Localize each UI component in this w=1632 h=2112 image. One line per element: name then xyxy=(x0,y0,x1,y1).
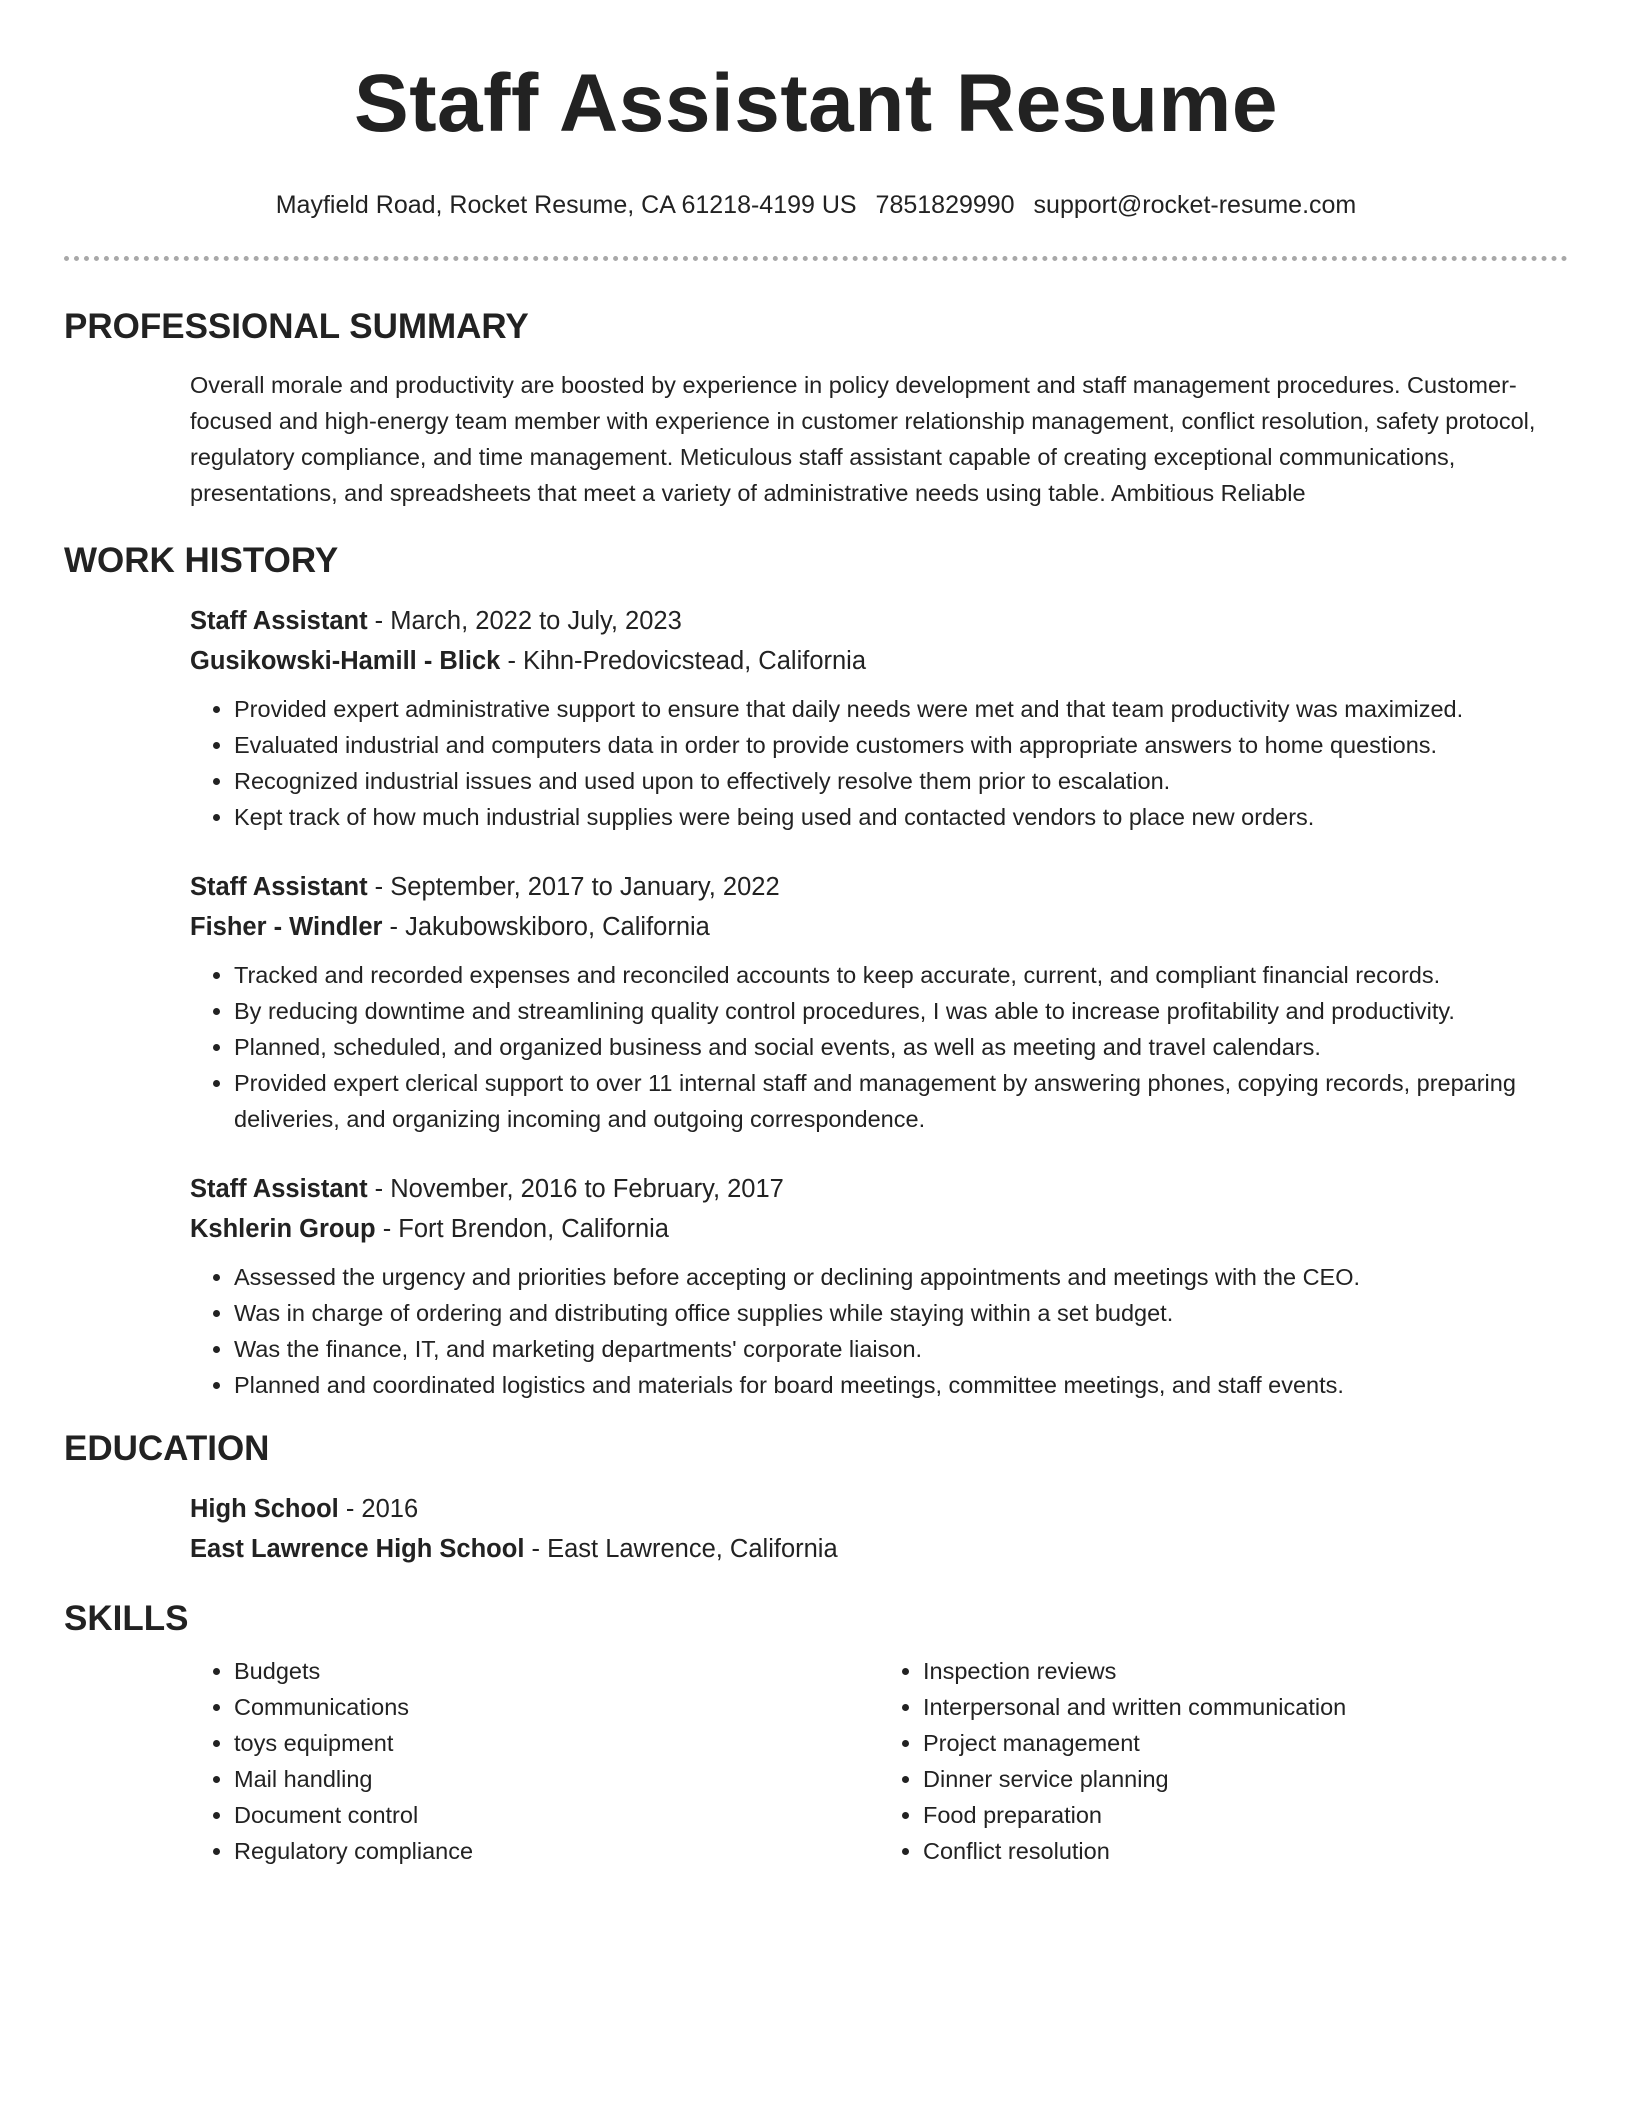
job-duty: • By reducing downtime and streamlining quality control procedures, I was able to increase profitability and productivity. xyxy=(234,993,1568,1029)
skills-section xyxy=(190,1653,1568,1869)
job-duty: • Tracked and recorded expenses and reconciled accounts to keep accurate, current, and compliant financial records. xyxy=(234,957,1568,993)
contact-address: Mayfield Road, Rocket Resume, CA 61218-4199 US xyxy=(275,191,857,219)
education-school: East Lawrence High School xyxy=(190,1535,525,1563)
job-dates: - March, 2022 to July, 2023 xyxy=(367,607,682,635)
job-entry xyxy=(190,1169,1568,1403)
education-degree-line xyxy=(190,1489,1568,1529)
job-duty: • Planned, scheduled, and organized business and social events, as well as meeting and travel calendars. xyxy=(234,1029,1568,1065)
skill-item: • Communications xyxy=(234,1689,879,1725)
job-company-line xyxy=(190,641,1568,681)
contact-email: support@rocket-resume.com xyxy=(1033,191,1357,219)
skill-item: • toys equipment xyxy=(234,1725,879,1761)
job-duty: • Was in charge of ordering and distributing office supplies while staying within a set budget. xyxy=(234,1295,1568,1331)
summary-text: Overall morale and productivity are boosted by experience in policy development and staff management procedures. Customer-focused and high-energy team member with experience in customer relationship management, conflict resolution, safety protocol, regulatory compliance, and time management. Meticulous staff assistant capable of creating exceptional communications, presentations, and spreadsheets that meet a variety of administrative needs using table. Ambitious Reliable xyxy=(190,372,1536,506)
skills-heading: SKILLS xyxy=(64,1599,189,1638)
education-section xyxy=(190,1489,1568,1569)
job-duty: • Kept track of how much industrial supplies were being used and contacted vendors to place new orders. xyxy=(234,799,1568,835)
job-duties xyxy=(190,1259,1568,1403)
education-degree: High School xyxy=(190,1495,339,1523)
skill-item: • Dinner service planning xyxy=(923,1761,1568,1797)
work-history-section xyxy=(190,601,1568,1403)
job-duty: • Evaluated industrial and computers data in order to provide customers with appropriate answers to home questions. xyxy=(234,727,1568,763)
job-company: Fisher - Windler xyxy=(190,913,383,941)
skill-item: • Interpersonal and written communication xyxy=(923,1689,1568,1725)
education-school-line xyxy=(190,1529,1568,1569)
job-duties xyxy=(190,691,1568,835)
job-location: - Kihn-Predovicstead, California xyxy=(500,647,867,675)
job-title-line xyxy=(190,867,1568,907)
education-year: - 2016 xyxy=(338,1495,419,1523)
job-company: Gusikowski-Hamill - Blick xyxy=(190,647,501,675)
job-location: - Fort Brendon, California xyxy=(375,1215,669,1243)
job-duty: • Recognized industrial issues and used upon to effectively resolve them prior to escalation. xyxy=(234,763,1568,799)
contact-phone: 7851829990 xyxy=(875,191,1015,219)
resume-title: Staff Assistant Resume xyxy=(354,58,1278,149)
skill-item: • Project management xyxy=(923,1725,1568,1761)
job-title: Staff Assistant xyxy=(190,873,368,901)
job-title: Staff Assistant xyxy=(190,607,368,635)
summary-heading: PROFESSIONAL SUMMARY xyxy=(64,307,529,346)
job-duty: • Assessed the urgency and priorities before accepting or declining appointments and meetings with the CEO. xyxy=(234,1259,1568,1295)
job-entry xyxy=(190,601,1568,835)
job-dates: - November, 2016 to February, 2017 xyxy=(367,1175,784,1203)
skill-item: • Regulatory compliance xyxy=(234,1833,879,1869)
header-divider xyxy=(64,256,1568,261)
job-location: - Jakubowskiboro, California xyxy=(382,913,710,941)
job-company-line xyxy=(190,1209,1568,1249)
job-duties xyxy=(190,957,1568,1137)
skills-list-left xyxy=(190,1653,879,1869)
skills-list-right xyxy=(879,1653,1568,1869)
skill-item: • Mail handling xyxy=(234,1761,879,1797)
job-duty: • Provided expert clerical support to over 11 internal staff and management by answering phones, copying records, preparing deliveries, and organizing incoming and outgoing correspondence. xyxy=(234,1065,1568,1137)
job-title: Staff Assistant xyxy=(190,1175,368,1203)
work-history-heading: WORK HISTORY xyxy=(64,541,339,580)
job-entry xyxy=(190,867,1568,1137)
job-duty: • Provided expert administrative support to ensure that daily needs were met and that team productivity was maximized. xyxy=(234,691,1568,727)
job-duty: • Was the finance, IT, and marketing departments' corporate liaison. xyxy=(234,1331,1568,1367)
skill-item: • Conflict resolution xyxy=(923,1833,1568,1869)
job-title-line xyxy=(190,1169,1568,1209)
job-company-line xyxy=(190,907,1568,947)
education-location: - East Lawrence, California xyxy=(524,1535,838,1563)
job-company: Kshlerin Group xyxy=(190,1215,376,1243)
job-title-line xyxy=(190,601,1568,641)
job-dates: - September, 2017 to January, 2022 xyxy=(367,873,780,901)
summary-section xyxy=(190,367,1568,511)
education-heading: EDUCATION xyxy=(64,1429,270,1468)
skill-item: • Budgets xyxy=(234,1653,879,1689)
skill-item: • Inspection reviews xyxy=(923,1653,1568,1689)
contact-line xyxy=(64,188,1568,222)
job-duty: • Planned and coordinated logistics and materials for board meetings, committee meetings, and staff events. xyxy=(234,1367,1568,1403)
skill-item: • Food preparation xyxy=(923,1797,1568,1833)
skill-item: • Document control xyxy=(234,1797,879,1833)
